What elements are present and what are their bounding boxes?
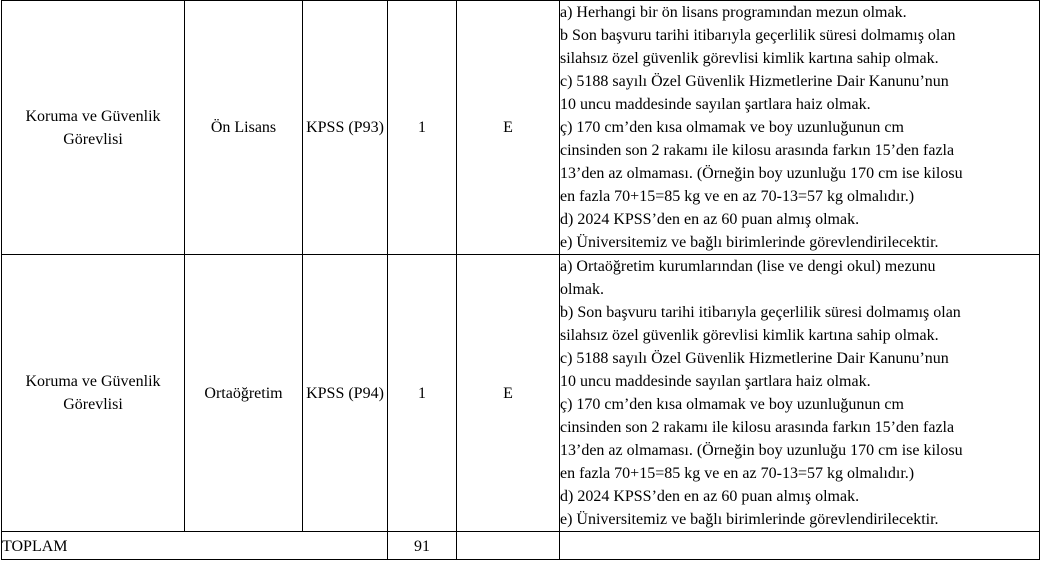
requirement-line: e) Üniversitemiz ve bağlı birimlerinde görevlendirilecektir. bbox=[560, 234, 939, 251]
total-value: 91 bbox=[388, 532, 457, 560]
empty-cell bbox=[560, 532, 1040, 560]
requirement-line: en fazla 70+15=85 kg ve en az 70-13=57 kg olmalıdır.) bbox=[560, 465, 915, 482]
requirement-line: a) Ortaöğretim kurumlarından (lise ve dengi okul) mezunu bbox=[560, 258, 936, 275]
requirement-line: a) Herhangi bir ön lisans programından mezun olmak. bbox=[560, 4, 907, 21]
requirement-line: cinsinden son 2 rakamı ile kilosu arasında farkın 15’den fazla bbox=[560, 142, 955, 159]
count-cell: 1 bbox=[388, 255, 457, 532]
requirement-line: en fazla 70+15=85 kg ve en az 70-13=57 kg olmalıdır.) bbox=[560, 188, 915, 205]
empty-cell bbox=[457, 532, 560, 560]
requirement-line: silahsız özel güvenlik görevlisi kimlik kartına sahip olmak. bbox=[560, 50, 939, 67]
requirement-line: 10 uncu maddesinde sayılan şartlara haiz olmak. bbox=[560, 373, 871, 390]
requirement-line: b) Son başvuru tarihi itibarıyla geçerlilik süresi dolmamış olan bbox=[560, 304, 961, 321]
table-row bbox=[2, 1, 1040, 255]
education-cell: Ön Lisans bbox=[185, 1, 303, 255]
total-label: TOPLAM bbox=[2, 532, 388, 560]
requirement-line: e) Üniversitemiz ve bağlı birimlerinde görevlendirilecektir. bbox=[560, 511, 939, 528]
requirement-line: olmak. bbox=[560, 281, 604, 298]
requirement-line: ç) 170 cm’den kısa olmamak ve boy uzunluğunun cm bbox=[560, 119, 904, 136]
count-cell: 1 bbox=[388, 1, 457, 255]
requirement-line: b Son başvuru tarihi itibarıyla geçerlilik süresi dolmamış olan bbox=[560, 27, 956, 44]
requirement-line: 13’den az olmaması. (Örneğin boy uzunluğu 170 cm ise kilosu bbox=[560, 442, 963, 459]
requirement-line: cinsinden son 2 rakamı ile kilosu arasında farkın 15’den fazla bbox=[560, 419, 955, 436]
table-row bbox=[2, 255, 1040, 532]
education-cell: Ortaöğretim bbox=[185, 255, 303, 532]
requirement-line: 10 uncu maddesinde sayılan şartlara haiz olmak. bbox=[560, 96, 871, 113]
positions-table bbox=[1, 0, 1040, 560]
requirement-line: d) 2024 KPSS’den en az 60 puan almış olmak. bbox=[560, 211, 860, 228]
requirement-line: 13’den az olmaması. (Örneğin boy uzunluğu 170 cm ise kilosu bbox=[560, 165, 963, 182]
requirement-line: c) 5188 sayılı Özel Güvenlik Hizmetlerine Dair Kanunu’nun bbox=[560, 350, 949, 367]
requirement-line: d) 2024 KPSS’den en az 60 puan almış olmak. bbox=[560, 488, 860, 505]
requirement-line: c) 5188 sayılı Özel Güvenlik Hizmetlerine Dair Kanunu’nun bbox=[560, 73, 949, 90]
position-cell: Koruma ve Güvenlik Görevlisi bbox=[2, 1, 185, 255]
gender-cell: E bbox=[457, 1, 560, 255]
requirements-cell bbox=[560, 255, 1040, 532]
requirements-cell bbox=[560, 1, 1040, 255]
requirement-line: silahsız özel güvenlik görevlisi kimlik kartına sahip olmak. bbox=[560, 327, 939, 344]
requirement-line: ç) 170 cm’den kısa olmamak ve boy uzunluğunun cm bbox=[560, 396, 904, 413]
exam-cell: KPSS (P93) bbox=[303, 1, 388, 255]
gender-cell: E bbox=[457, 255, 560, 532]
position-cell: Koruma ve Güvenlik Görevlisi bbox=[2, 255, 185, 532]
exam-cell: KPSS (P94) bbox=[303, 255, 388, 532]
total-row bbox=[2, 532, 1040, 560]
